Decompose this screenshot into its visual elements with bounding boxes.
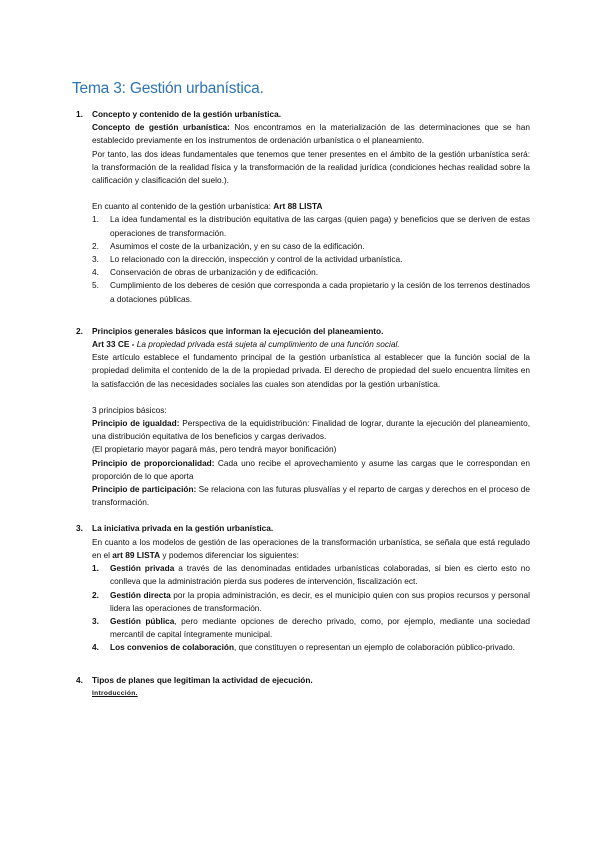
section-number: 4. — [76, 674, 83, 685]
list-number: 1. — [92, 563, 99, 574]
section-3 — [70, 522, 530, 654]
paragraph: Por tanto, las dos ideas fundamentales que tenemos que tener presentes en el ámbito de la gestión urbanística será: la transformación de la realidad física y la transformación de la realidad jurídica (condiciones hechas realidad sobre la calificación y clasificación del suelo.). — [92, 148, 530, 186]
list-text: Cumplimiento de los deberes de cesión que corresponda a cada propietario y la cesión de los terrenos destinados a dotaciones públicas. — [110, 280, 530, 304]
list-number: 1. — [92, 214, 99, 225]
section-heading: Principios generales básicos que informan la ejecución del planeamiento. — [92, 325, 384, 336]
numbered-list — [92, 213, 530, 305]
list-number: 3. — [92, 254, 99, 265]
paragraph: Este artículo establece el fundamento principal de la gestión urbanística al establecer que la función social de la propiedad delimita el contenido de la de la propiedad privada. El derecho de propiedad del suelo encuentra límites en la satisfacción de las necesidades sociales las cuales son atendidas por la gestión urbanística. — [92, 352, 530, 389]
list-item — [92, 641, 530, 654]
bold-term: Art 33 CE - — [92, 339, 137, 350]
list-number: 2. — [92, 589, 99, 600]
paragraph-text: y podemos diferenciar los siguientes: — [160, 549, 299, 560]
list-text: por la propia administración, es decir, es el municipio quien con sus propios recursos y personal lidera las operaciones de transformación. — [110, 589, 530, 613]
list-item — [92, 266, 530, 279]
bold-term: Concepto de gestión urbanística: — [92, 122, 230, 133]
list-text: a través de las denominadas entidades urbanísticas colaboradas, si bien es cierto esto no conlleva que la administración pierda sus poderes de intervención, fiscalización ect. — [110, 563, 530, 587]
bold-term: Principio de igualdad: — [92, 418, 180, 429]
section-4 — [70, 674, 530, 700]
bold-term: Art 88 LISTA — [273, 201, 323, 212]
numbered-list — [92, 562, 530, 654]
section-1 — [70, 108, 530, 306]
bold-term: Gestión pública — [110, 615, 175, 626]
paragraph-text: En cuanto a los modelos de gestión de las operaciones de la transformación urbanística, se señala que está regulado en el — [92, 536, 530, 560]
list-item — [92, 562, 530, 588]
bold-term: Gestión directa — [110, 589, 171, 600]
paragraph — [92, 200, 530, 213]
paragraph: (El propietario mayor pagará más, pero tendrá mayor bonificación) — [92, 444, 337, 455]
paragraph — [92, 483, 530, 509]
list-item — [92, 213, 530, 239]
paragraph — [92, 121, 530, 147]
list-item — [92, 279, 530, 305]
paragraph-text: Nos encontramos en la materialización de las determinaciones que se han establecido previamente en los instrumentos de ordenación urbanística o el planeamiento. — [92, 122, 530, 146]
section-number: 1. — [76, 109, 83, 119]
list-number: 5. — [92, 280, 99, 291]
paragraph — [92, 338, 530, 351]
section-heading: La iniciativa privada en la gestión urbanística. — [92, 523, 274, 534]
list-number: 4. — [92, 267, 99, 278]
subsection-label: Introducción. — [92, 689, 138, 697]
section-number: 2. — [76, 325, 83, 336]
bold-term: Los convenios de colaboración — [110, 642, 235, 653]
list-number: 3. — [92, 615, 99, 626]
list-item — [92, 615, 530, 641]
section-2 — [70, 325, 530, 510]
bold-term: art 89 LISTA — [112, 549, 161, 560]
paragraph-text: Se relaciona con las futuras plusvalías y el reparto de cargas y derechos en el proceso de transformación. — [92, 484, 530, 508]
list-item — [92, 240, 530, 253]
paragraph-text: En cuanto al contenido de la gestión urbanística: — [92, 201, 274, 212]
bold-term: Gestión privada — [110, 563, 175, 574]
list-item — [92, 253, 530, 266]
paragraph — [92, 536, 530, 562]
list-text: Conservación de obras de urbanización y de edificación. — [110, 267, 319, 278]
paragraph: 3 principios básicos: — [92, 404, 167, 415]
section-heading: Tipos de planes que legitiman la actividad de ejecución. — [92, 674, 313, 685]
list-item — [92, 589, 530, 615]
list-text: Lo relacionado con la dirección, inspección y control de la actividad urbanística. — [110, 254, 403, 265]
list-number: 2. — [92, 240, 99, 251]
list-number: 4. — [92, 642, 99, 653]
italic-quote: La propiedad privada está sujeta al cumplimiento de una función social. — [136, 339, 400, 350]
page-title: Tema 3: Gestión urbanística. — [72, 80, 264, 97]
list-text: , que constituyen o representan un ejemplo de colaboración público-privado. — [234, 642, 515, 653]
bold-term: Principio de proporcionalidad: — [92, 457, 215, 468]
paragraph-text: Perspectiva de la equidistribución: Finalidad de lograr, durante la ejecución del planeamiento, una distribución equitativa de los beneficios y cargas derivados. — [92, 418, 530, 442]
paragraph — [92, 417, 530, 443]
paragraph — [92, 457, 530, 483]
list-text: Asumimos el coste de la urbanización, y en su caso de la edificación. — [110, 240, 365, 251]
list-text: , pero mediante opciones de derecho privado, como, por ejemplo, mediante una sociedad mercantil de capital íntegramente municipal. — [110, 615, 530, 640]
paragraph-text: Cada uno recibe el aprovechamiento y asume las cargas que le correspondan en proporción de lo que aporta — [92, 457, 530, 481]
section-heading: Concepto y contenido de la gestión urbanística. — [92, 109, 282, 119]
list-text: La idea fundamental es la distribución equitativa de las cargas (quien paga) y beneficios que se deriven de estas operaciones de transformación. — [110, 214, 530, 238]
section-number: 3. — [76, 523, 83, 534]
document-body — [70, 108, 530, 700]
bold-term: Principio de participación: — [92, 484, 197, 495]
